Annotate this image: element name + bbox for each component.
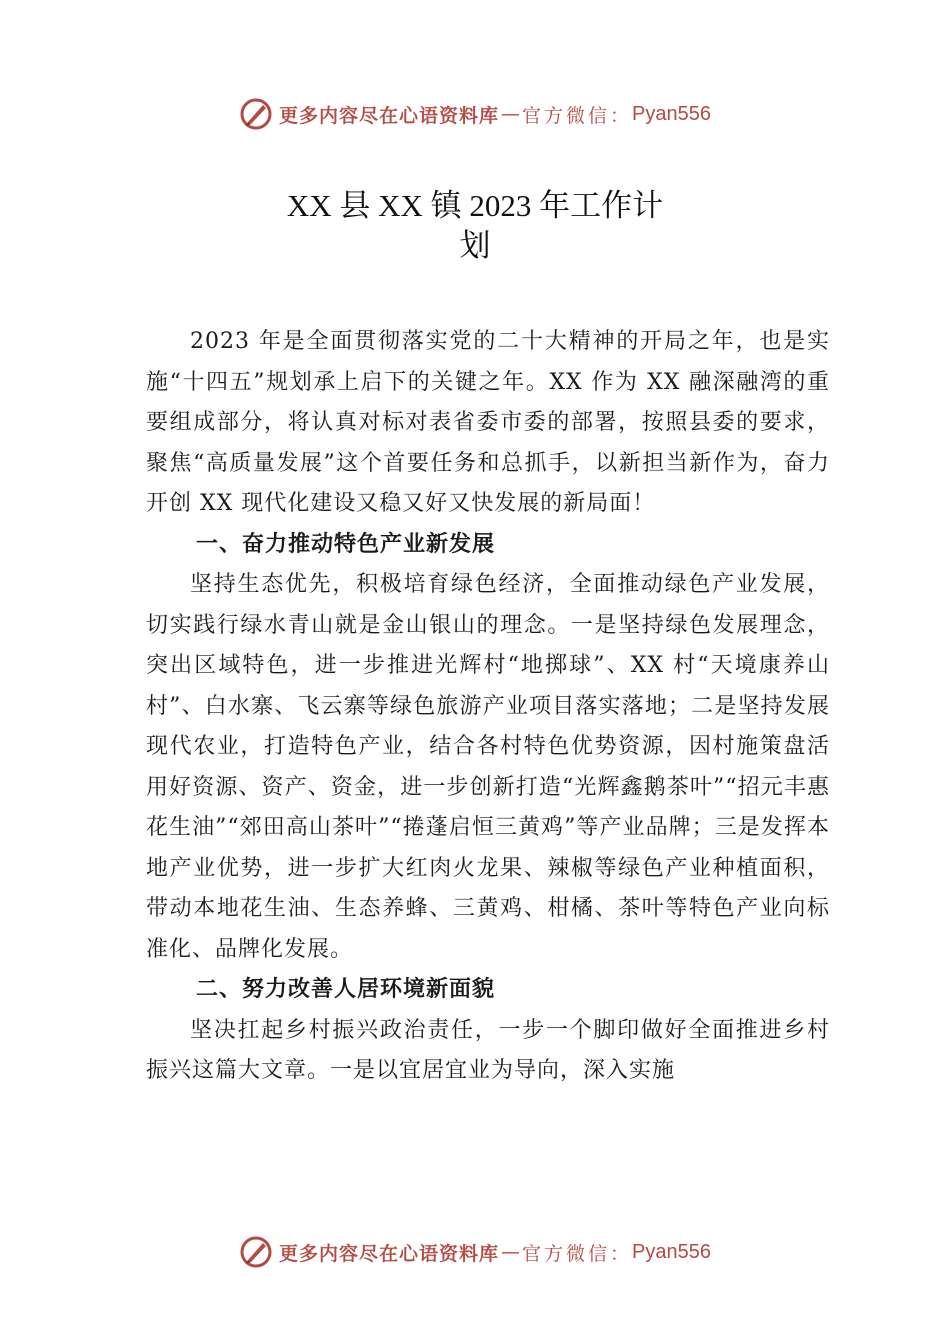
watermark-text: 更多内容尽在心语资料库 [279,104,500,127]
watermark-banner-top [0,92,950,136]
pen-logo-icon [239,97,273,131]
document-body [146,322,830,1092]
watermark-id: Pyan556 [632,1240,711,1263]
intro-paragraph: 2023 年是全面贯彻落实党的二十大精神的开局之年，也是实施“十四五”规划承上启下的关键之年。XX 作为 XX 融深融湾的重要组成部分，将认真对标对表省委市委的部署，按照县委的要求，聚焦“高质量发展”这个首要任务和总抓手，以新担当新作为，奋力开创 XX 现代化建设又稳又好又快发展的新局面！ [146,329,830,516]
section-1-heading: 一、奋力推动特色产业新发展 [196,531,496,557]
document-title [240,186,710,266]
section-2-paragraph: 坚决扛起乡村振兴政治责任，一步一个脚印做好全面推进乡村振兴这篇大文章。一是以宜居宜业为导向，深入实施 [146,1017,830,1083]
watermark-id: Pyan556 [632,102,711,125]
watermark-separator: — [501,103,521,125]
section-2-heading: 二、努力改善人居环境新面貌 [196,977,496,1002]
section-1-paragraph: 坚持生态优先，积极培育绿色经济，全面推动绿色产业发展，切实践行绿水青山就是金山银山的理念。一是坚持绿色发展理念，突出区域特色，进一步推进光辉村“地掷球”、XX 村“天境康养山村”、白水寨、飞云寨等绿色旅游产业项目落实落地；二是坚持发展现代农业，打造特色产业，结合各村特色优势资源，因村施策盘活用好资源、资产、资金，进一步创新打造“光辉鑫鹅茶叶”“招元丰惠花生油”“郊田高山茶叶”“捲蓬启恒三黄鸡”等产业品牌；三是发挥本地产业优势，进一步扩大红肉火龙果、辣椒等绿色产业种植面积，带动本地花生油、生态养蜂、三黄鸡、柑橘、茶叶等特色产业向标准化、品牌化发展。 [146,572,830,962]
title-line-1: XX 县 XX 镇 2023 年工作计 [286,188,664,223]
watermark-label: 官方微信： [522,1242,633,1265]
watermark-text: 更多内容尽在心语资料库 [279,1242,500,1265]
watermark-label: 官方微信： [522,104,633,127]
pen-logo-icon [239,1235,273,1269]
title-line-2: 划 [459,228,491,263]
watermark-banner-bottom [0,1230,950,1274]
watermark-separator: — [501,1241,521,1263]
